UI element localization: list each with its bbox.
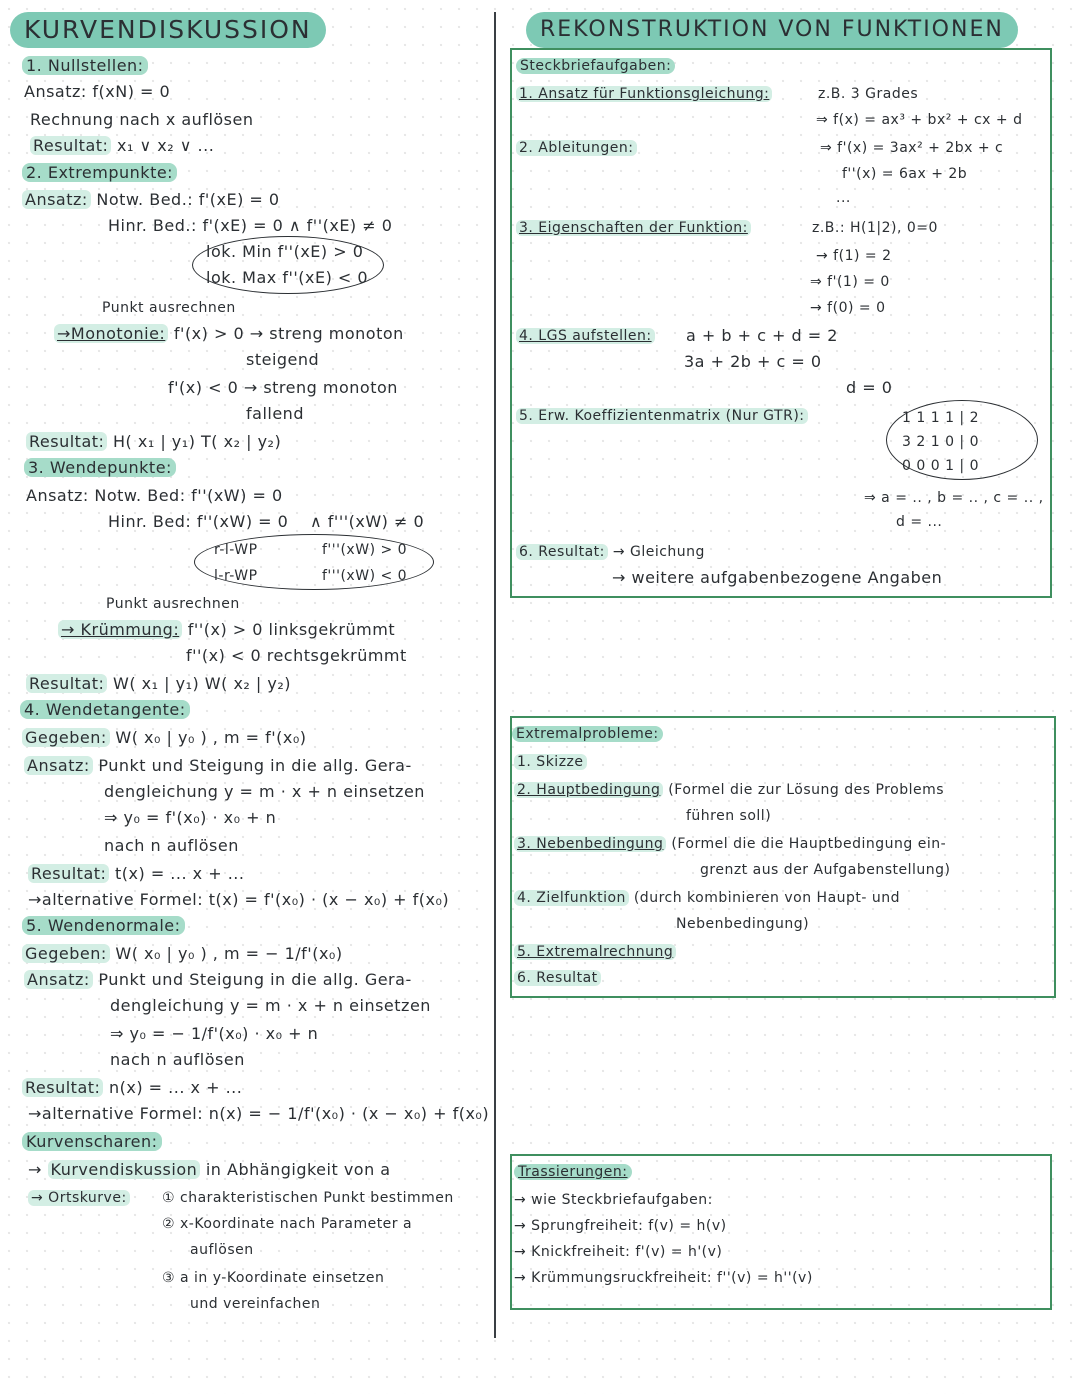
ortskurve-label: → Ortskurve:	[28, 1188, 130, 1208]
wendenormale-ansatz1: Ansatz: Punkt und Steigung in die allg. Gera-	[24, 970, 412, 990]
steckbrief-e3: → f(0) = 0	[810, 300, 886, 316]
extremal-p6: 6. Resultat	[514, 968, 601, 988]
steckbrief-r2: → weitere aufgabenbezogene Angaben	[612, 568, 943, 587]
left-title: KURVENDISKUSSION	[10, 12, 326, 48]
steckbrief-step1: 1. Ansatz für Funktionsgleichung:	[516, 84, 772, 104]
wendenormale-alt: →alternative Formel: n(x) = − 1/f'(x₀) · (x − x₀) + f(x₀)	[28, 1104, 490, 1123]
monotonie-fallend: fallend	[246, 404, 304, 423]
nullstellen-ansatz: Ansatz: f(xN) = 0	[24, 82, 171, 101]
wendetangente-ansatz1: Ansatz: Punkt und Steigung in die allg. Gera-	[24, 756, 412, 776]
wendenormale-ansatz4: nach n auflösen	[110, 1050, 245, 1069]
matrix-row-1: 1 1 1 1 | 2	[902, 410, 980, 426]
monotonie-line1: →Monotonie: f'(x) > 0 → streng monoton	[54, 324, 404, 344]
ortskurve-step2: ② x-Koordinate nach Parameter a	[162, 1216, 413, 1232]
wendetangente-heading: 4. Wendetangente:	[20, 700, 190, 720]
steckbrief-step5: 5. Erw. Koeffizientenmatrix (Nur GTR):	[516, 406, 808, 426]
extrempunkte-hinr: Hinr. Bed.: f'(xE) = 0 ∧ f''(xE) ≠ 0	[108, 216, 393, 235]
wendepunkte-heading: 3. Wendepunkte:	[24, 458, 176, 478]
steckbrief-lgs1: a + b + c + d = 2	[686, 326, 838, 345]
extremal-p4-desc2: Nebenbedingung)	[676, 916, 810, 932]
ortskurve-step3b: und vereinfachen	[190, 1296, 321, 1312]
steckbrief-f1: ⇒ f'(x) = 3ax² + 2bx + c	[820, 140, 1004, 156]
trassierungen-t3: → Knickfreiheit: f'(v) = h'(v)	[514, 1244, 723, 1260]
wendetangente-resultat: Resultat: t(x) = ... x + ...	[28, 864, 244, 884]
wendepunkte-resultat: Resultat: W( x₁ | y₁) W( x₂ | y₂)	[26, 674, 291, 694]
steckbrief-box	[510, 48, 1052, 598]
steckbrief-e2: ⇒ f'(1) = 0	[810, 274, 890, 290]
wendenormale-heading: 5. Wendenormale:	[22, 916, 185, 936]
steckbrief-f2: f''(x) = 6ax + 2b	[842, 166, 968, 182]
nullstellen-resultat: Resultat: x₁ ∨ x₂ ∨ ...	[30, 136, 214, 156]
matrix-result-1: ⇒ a = .. , b = .. , c = .. ,	[864, 490, 1044, 506]
extremal-p3-desc2: grenzt aus der Aufgabenstellung)	[700, 862, 951, 878]
nullstellen-heading: 1. Nullstellen:	[22, 56, 148, 76]
steckbrief-dots: ...	[836, 190, 851, 206]
trassierungen-t2: → Sprungfreiheit: f(v) = h(v)	[514, 1218, 727, 1234]
extrempunkte-notw: Ansatz: Notw. Bed.: f'(xE) = 0	[22, 190, 280, 210]
wendepunkte-rlwp: r-l-WP	[214, 542, 258, 558]
right-title: REKONSTRUKTION VON FUNKTIONEN	[526, 12, 1018, 48]
nullstellen-rechnung: Rechnung nach x auflösen	[30, 110, 254, 129]
extremal-p3: 3. Nebenbedingung (Formel die die Hauptbedingung ein-	[514, 834, 946, 854]
extremal-heading: Extremalprobleme:	[512, 724, 663, 744]
wendepunkte-lr-cond: f'''(xW) < 0	[322, 568, 408, 584]
wendenormale-resultat: Resultat: n(x) = ... x + ...	[22, 1078, 242, 1098]
steckbrief-f: ⇒ f(x) = ax³ + bx² + cx + d	[816, 112, 1023, 128]
extrempunkte-min: lok. Min f''(xE) > 0	[206, 242, 364, 261]
wendetangente-ansatz3: ⇒ y₀ = f'(x₀) · x₀ + n	[104, 808, 277, 827]
ortskurve-step3: ③ a in y-Koordinate einsetzen	[162, 1270, 385, 1286]
trassierungen-t1: → wie Steckbriefaufgaben:	[514, 1192, 713, 1208]
wendenormale-ansatz3: ⇒ y₀ = − 1/f'(x₀) · x₀ + n	[110, 1024, 319, 1043]
column-divider	[494, 12, 496, 1338]
extremal-p5: 5. Extremalrechnung	[514, 942, 676, 962]
wendetangente-alt: →alternative Formel: t(x) = f'(x₀) · (x − x₀) + f(x₀)	[28, 890, 450, 909]
kruemmung-line1: → Krümmung: f''(x) > 0 linksgekrümmt	[58, 620, 395, 640]
steckbrief-step2: 2. Ableitungen:	[516, 138, 637, 158]
kurvenscharen-heading: Kurvenscharen:	[22, 1132, 162, 1152]
ortskurve-step2b: auflösen	[190, 1242, 254, 1258]
matrix-result-2: d = ...	[896, 514, 943, 530]
ortskurve-step1: ① charakteristischen Punkt bestimmen	[162, 1190, 454, 1206]
extrempunkte-max: lok. Max f''(xE) < 0	[206, 268, 369, 287]
wendepunkte-punkt: Punkt ausrechnen	[106, 596, 240, 612]
steckbrief-lgs3: d = 0	[846, 378, 893, 397]
steckbrief-step1-ex: z.B. 3 Grades	[818, 86, 919, 102]
extrempunkte-punkt: Punkt ausrechnen	[102, 300, 236, 316]
kurvenscharen-line1: → Kurvendiskussion in Abhängigkeit von a	[28, 1160, 391, 1179]
trassierungen-heading: Trassierungen:	[514, 1162, 632, 1182]
wendepunkte-notw: Ansatz: Notw. Bed: f''(xW) = 0	[26, 486, 283, 505]
wendetangente-ansatz4: nach n auflösen	[104, 836, 239, 855]
kruemmung-line2: f''(x) < 0 rechtsgekrümmt	[186, 646, 407, 665]
wendetangente-gegeben: Gegeben: W( x₀ | y₀ ) , m = f'(x₀)	[22, 728, 307, 748]
monotonie-steigend: steigend	[246, 350, 320, 369]
extrempunkte-resultat: Resultat: H( x₁ | y₁) T( x₂ | y₂)	[26, 432, 281, 452]
extrempunkte-heading: 2. Extrempunkte:	[22, 163, 177, 183]
wendepunkte-hinr: Hinr. Bed: f''(xW) = 0	[108, 512, 289, 531]
matrix-row-2: 3 2 1 0 | 0	[902, 434, 980, 450]
extremal-p2: 2. Hauptbedingung (Formel die zur Lösung des Problems	[514, 780, 944, 800]
steckbrief-step3: 3. Eigenschaften der Funktion:	[516, 218, 751, 238]
extremal-p2-desc2: führen soll)	[686, 808, 772, 824]
wendepunkte-hinr2: ∧ f'''(xW) ≠ 0	[310, 512, 425, 531]
wendepunkte-rl-cond: f'''(xW) > 0	[322, 542, 408, 558]
steckbrief-e1: → f(1) = 2	[816, 248, 892, 264]
extremal-p4: 4. Zielfunktion (durch kombinieren von Haupt- und	[514, 888, 900, 908]
trassierungen-t4: → Krümmungsruckfreiheit: f''(v) = h''(v)	[514, 1270, 813, 1286]
monotonie-line2: f'(x) < 0 → streng monoton	[168, 378, 398, 397]
wendenormale-gegeben: Gegeben: W( x₀ | y₀ ) , m = − 1/f'(x₀)	[22, 944, 343, 964]
wendepunkte-lrwp: l-r-WP	[214, 568, 258, 584]
extremal-p1: 1. Skizze	[514, 752, 587, 772]
steckbrief-lgs2: 3a + 2b + c = 0	[684, 352, 822, 371]
steckbrief-step6: 6. Resultat: → Gleichung	[516, 542, 705, 562]
steckbrief-step4: 4. LGS aufstellen:	[516, 326, 655, 346]
matrix-row-3: 0 0 0 1 | 0	[902, 458, 980, 474]
wendenormale-ansatz2: dengleichung y = m · x + n einsetzen	[110, 996, 431, 1015]
steckbrief-step3-ex: z.B.: H(1|2), 0=0	[812, 220, 938, 236]
wendetangente-ansatz2: dengleichung y = m · x + n einsetzen	[104, 782, 425, 801]
steckbrief-heading: Steckbriefaufgaben:	[516, 56, 675, 76]
